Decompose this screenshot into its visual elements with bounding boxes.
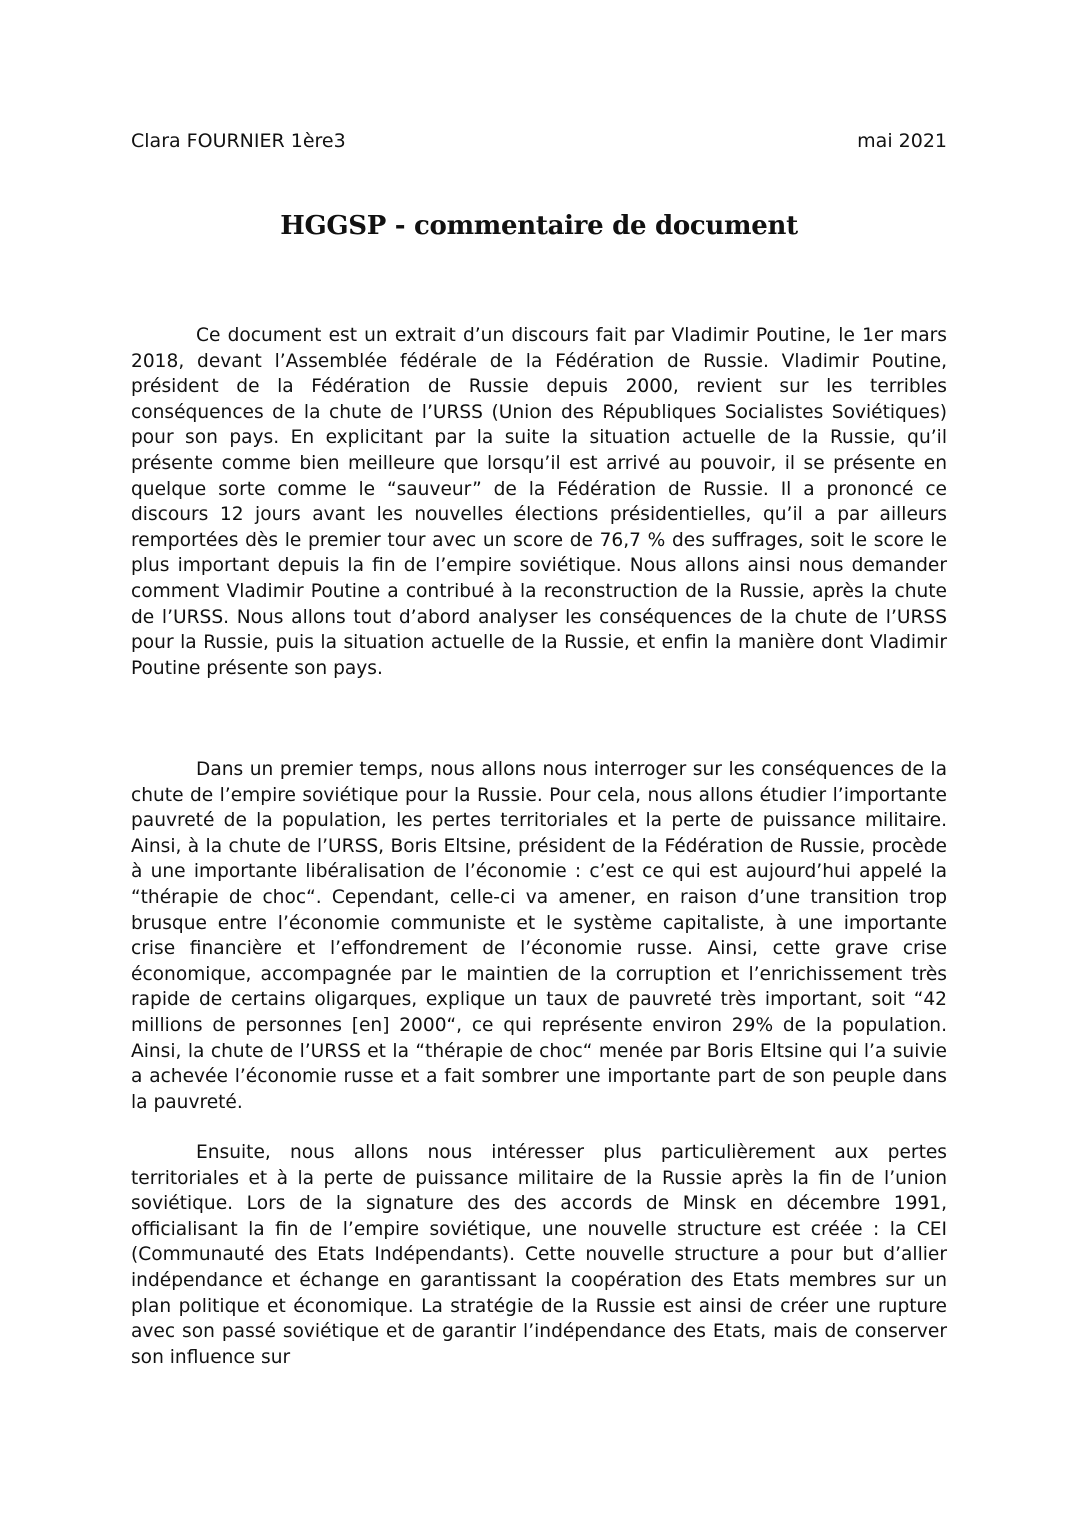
author-line: Clara FOURNIER 1ère3 — [131, 130, 346, 152]
document-header — [131, 127, 947, 157]
paragraph-introduction: Ce document est un extrait d’un discours fait par Vladimir Poutine, le 1er mars 2018, devant l’Assemblée fédérale de la Fédération de Russie. Vladimir Poutine, président de la Fédération de Russie depuis 2000, revient sur les terribles conséquences de la chute de l’URSS (Union des Républiques Socialistes Soviétiques) pour son pays. En explicitant par la suite la situation actuelle de la Russie, qu’il présente comme bien meilleure que lorsqu’il est arrivé au pouvoir, il se présente en quelque sorte comme le “sauveur” de la Fédération de Russie. Il a prononcé ce discours 12 jours avant les nouvelles élections présidentielles, qu’il a par ailleurs remportées dès le premier tour avec un score de 76,7 % des suffrages, soit le score le plus important depuis la fin de l’empire soviétique. Nous allons ainsi nous demander comment Vladimir Poutine a contribué à la reconstruction de la Russie, après la chute de l’URSS. Nous allons tout d’abord analyser les conséquences de la chute de l’URSS pour la Russie, puis la situation actuelle de la Russie, et enfin la manière dont Vladimir Poutine présente son pays. — [131, 325, 947, 679]
paragraph-part-one: Dans un premier temps, nous allons nous interroger sur les conséquences de la chute de l’empire soviétique pour la Russie. Pour cela, nous allons étudier l’importante pauvreté de la population, les pertes territoriales et la perte de puissance militaire. Ainsi, à la chute de l’URSS, Boris Eltsine, président de la Fédération de Russie, procède à une importante libéralisation de l’économie : c’est ce qui est aujourd’hui appelé la “thérapie de choc“. Cependant, celle-ci va amener, en raison d’une transition trop brusque entre l’économie communiste et le système capitaliste, à une importante crise financière et l’effondrement de l’économie russe. Ainsi, cette grave crise économique, accompagnée par le maintien de la corruption et l’enrichissement très rapide de certains oligarques, explique un taux de pauvreté très important, soit “42 millions de personnes [en] 2000“, ce qui représente environ 29% de la population. Ainsi, la chute de l’URSS et la “thérapie de choc“ menée par Boris Eltsine qui l’a suivie a achevée l’économie russe et a fait sombrer une importante part de son peuple dans la pauvreté. — [131, 759, 947, 1113]
date-line: mai 2021 — [857, 130, 947, 152]
document-title: HGGSP - commentaire de document — [280, 211, 798, 241]
paragraph-part-two: Ensuite, nous allons nous intéresser plus particulièrement aux pertes territoriales et à la perte de puissance militaire de la Russie après la fin de l’union soviétique. Lors de la signature des des accords de Minsk en décembre 1991, officialisant la fin de l’empire soviétique, une nouvelle structure est créée : la CEI (Communauté des Etats Indépendants). Cette nouvelle structure a pour but d’allier indépendance et échange en garantissant la coopération des Etats membres sur un plan politique et économique. La stratégie de la Russie est ainsi de créer une rupture avec son passé soviétique et de garantir l’indépendance des Etats, mais de conserver son influence sur — [131, 1142, 947, 1368]
